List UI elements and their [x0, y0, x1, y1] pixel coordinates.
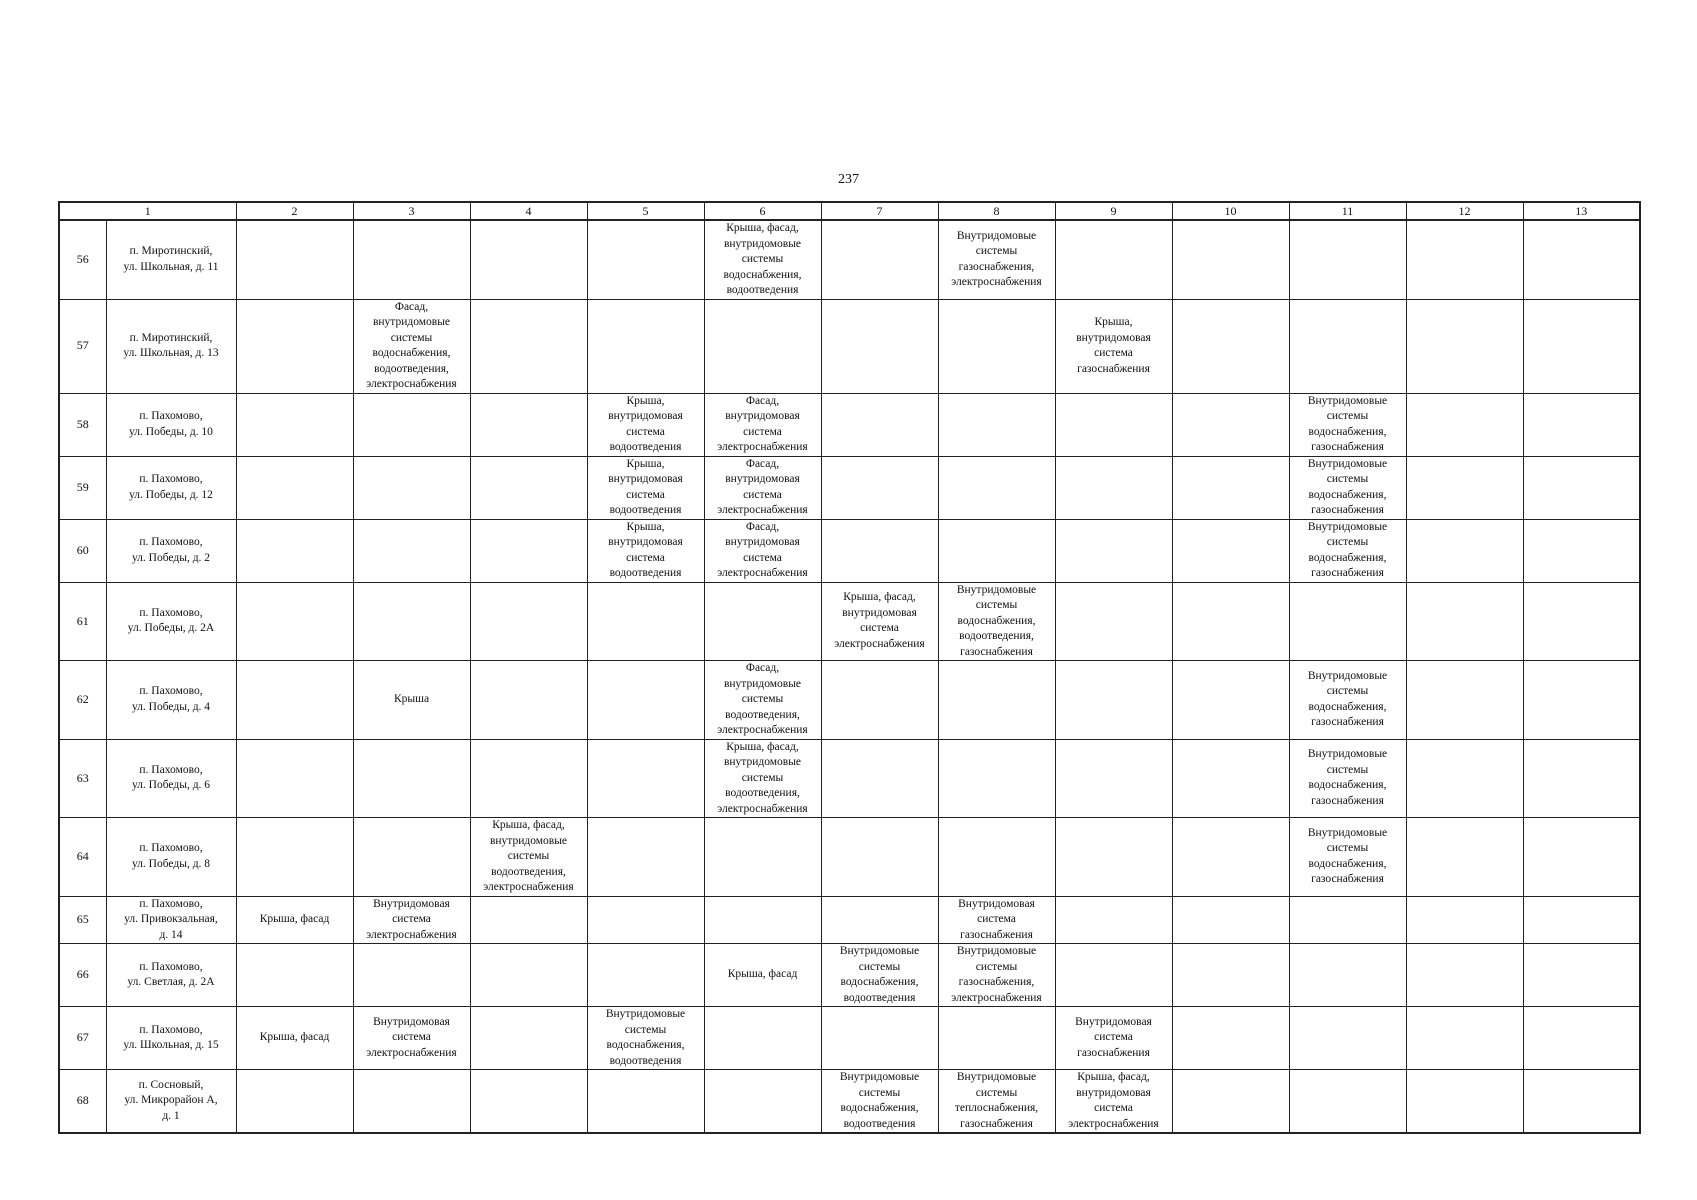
work-cell-col-4 — [470, 582, 587, 661]
row-number: 60 — [59, 519, 106, 582]
row-number: 56 — [59, 220, 106, 299]
work-cell-col-10 — [1172, 220, 1289, 299]
work-cell-col-4 — [470, 896, 587, 944]
work-cell-col-13 — [1523, 1070, 1640, 1134]
row-number: 65 — [59, 896, 106, 944]
page-number: 237 — [838, 172, 859, 187]
address-cell: п. Пахомово, ул. Победы, д. 8 — [106, 818, 236, 897]
work-cell-col-10 — [1172, 739, 1289, 818]
work-cell-col-6 — [704, 818, 821, 897]
column-number: 1 — [59, 202, 236, 220]
table-row — [59, 1007, 1640, 1070]
work-cell-col-5 — [587, 220, 704, 299]
work-cell-col-13 — [1523, 220, 1640, 299]
work-cell-col-2 — [236, 661, 353, 740]
work-cell-col-3: Внутридомовая система электроснабжения — [353, 896, 470, 944]
work-cell-col-5: Крыша, внутридомовая система водоотведения — [587, 393, 704, 456]
work-cell-col-10 — [1172, 299, 1289, 393]
work-cell-col-5 — [587, 299, 704, 393]
work-cell-col-2: Крыша, фасад — [236, 896, 353, 944]
work-cell-col-3: Крыша — [353, 661, 470, 740]
work-cell-col-9 — [1055, 944, 1172, 1007]
work-cell-col-2 — [236, 818, 353, 897]
work-cell-col-5 — [587, 582, 704, 661]
work-cell-col-10 — [1172, 944, 1289, 1007]
work-cell-col-7 — [821, 896, 938, 944]
work-cell-col-8 — [938, 661, 1055, 740]
work-cell-col-11 — [1289, 896, 1406, 944]
work-cell-col-7 — [821, 739, 938, 818]
work-cell-col-5 — [587, 818, 704, 897]
work-cell-col-12 — [1406, 220, 1523, 299]
work-cell-col-3 — [353, 220, 470, 299]
work-cell-col-9 — [1055, 519, 1172, 582]
work-cell-col-9 — [1055, 393, 1172, 456]
table-row — [59, 1070, 1640, 1134]
work-cell-col-4 — [470, 944, 587, 1007]
work-cell-col-12 — [1406, 944, 1523, 1007]
work-cell-col-7 — [821, 1007, 938, 1070]
work-cell-col-8: Внутридомовые системы водоснабжения, водоотведения, газоснабжения — [938, 582, 1055, 661]
row-number: 68 — [59, 1070, 106, 1134]
work-cell-col-2 — [236, 739, 353, 818]
work-cell-col-12 — [1406, 1070, 1523, 1134]
work-cell-col-7 — [821, 299, 938, 393]
table-row — [59, 519, 1640, 582]
work-cell-col-6 — [704, 299, 821, 393]
work-cell-col-4 — [470, 299, 587, 393]
work-cell-col-7 — [821, 456, 938, 519]
table-row — [59, 393, 1640, 456]
work-cell-col-4 — [470, 220, 587, 299]
work-cell-col-13 — [1523, 393, 1640, 456]
work-cell-col-3 — [353, 393, 470, 456]
work-cell-col-4 — [470, 1007, 587, 1070]
work-cell-col-3 — [353, 818, 470, 897]
work-cell-col-8: Внутридомовая система газоснабжения — [938, 896, 1055, 944]
work-cell-col-13 — [1523, 1007, 1640, 1070]
work-cell-col-3: Фасад, внутридомовые системы водоснабжения, водоотведения, электроснабжения — [353, 299, 470, 393]
table-row — [59, 220, 1640, 299]
work-cell-col-2: Крыша, фасад — [236, 1007, 353, 1070]
work-cell-col-8 — [938, 299, 1055, 393]
work-cell-col-6: Фасад, внутридомовая система электроснабжения — [704, 519, 821, 582]
work-cell-col-11: Внутридомовые системы водоснабжения, газоснабжения — [1289, 456, 1406, 519]
work-cell-col-7 — [821, 818, 938, 897]
work-cell-col-13 — [1523, 661, 1640, 740]
work-cell-col-2 — [236, 944, 353, 1007]
work-cell-col-8 — [938, 393, 1055, 456]
work-cell-col-4 — [470, 519, 587, 582]
work-cell-col-8 — [938, 1007, 1055, 1070]
work-cell-col-12 — [1406, 896, 1523, 944]
column-number: 2 — [236, 202, 353, 220]
work-cell-col-9 — [1055, 582, 1172, 661]
row-number: 57 — [59, 299, 106, 393]
column-number: 9 — [1055, 202, 1172, 220]
work-cell-col-7 — [821, 519, 938, 582]
work-cell-col-4 — [470, 661, 587, 740]
address-cell: п. Пахомово, ул. Победы, д. 12 — [106, 456, 236, 519]
address-cell: п. Пахомово, ул. Победы, д. 4 — [106, 661, 236, 740]
work-cell-col-4 — [470, 739, 587, 818]
work-cell-col-9 — [1055, 896, 1172, 944]
work-cell-col-11: Внутридомовые системы водоснабжения, газоснабжения — [1289, 519, 1406, 582]
table-row — [59, 739, 1640, 818]
work-cell-col-10 — [1172, 1070, 1289, 1134]
work-cell-col-6: Крыша, фасад, внутридомовые системы водоснабжения, водоотведения — [704, 220, 821, 299]
work-cell-col-13 — [1523, 299, 1640, 393]
work-cell-col-3 — [353, 519, 470, 582]
work-cell-col-13 — [1523, 456, 1640, 519]
address-cell: п. Пахомово, ул. Школьная, д. 15 — [106, 1007, 236, 1070]
column-number: 8 — [938, 202, 1055, 220]
work-cell-col-5 — [587, 896, 704, 944]
work-cell-col-5 — [587, 739, 704, 818]
work-cell-col-3 — [353, 582, 470, 661]
row-number: 58 — [59, 393, 106, 456]
work-cell-col-7: Внутридомовые системы водоснабжения, водоотведения — [821, 944, 938, 1007]
work-cell-col-5 — [587, 944, 704, 1007]
work-cell-col-3 — [353, 456, 470, 519]
work-cell-col-4 — [470, 456, 587, 519]
work-cell-col-8: Внутридомовые системы газоснабжения, электроснабжения — [938, 220, 1055, 299]
column-number: 4 — [470, 202, 587, 220]
work-cell-col-13 — [1523, 896, 1640, 944]
column-number: 5 — [587, 202, 704, 220]
work-cell-col-10 — [1172, 818, 1289, 897]
work-cell-col-2 — [236, 582, 353, 661]
row-number: 59 — [59, 456, 106, 519]
work-cell-col-8: Внутридомовые системы теплоснабжения, газоснабжения — [938, 1070, 1055, 1134]
work-cell-col-12 — [1406, 519, 1523, 582]
table-row — [59, 661, 1640, 740]
row-number: 62 — [59, 661, 106, 740]
work-cell-col-6 — [704, 1070, 821, 1134]
work-cell-col-7 — [821, 661, 938, 740]
work-cell-col-8 — [938, 519, 1055, 582]
address-cell: п. Пахомово, ул. Светлая, д. 2А — [106, 944, 236, 1007]
work-cell-col-6: Крыша, фасад — [704, 944, 821, 1007]
work-cell-col-9: Крыша, внутридомовая система газоснабжения — [1055, 299, 1172, 393]
work-cell-col-11: Внутридомовые системы водоснабжения, газоснабжения — [1289, 818, 1406, 897]
work-cell-col-13 — [1523, 818, 1640, 897]
work-cell-col-4 — [470, 393, 587, 456]
address-cell: п. Пахомово, ул. Победы, д. 6 — [106, 739, 236, 818]
work-cell-col-13 — [1523, 944, 1640, 1007]
work-cell-col-2 — [236, 220, 353, 299]
work-cell-col-10 — [1172, 519, 1289, 582]
table-row — [59, 944, 1640, 1007]
work-cell-col-5: Внутридомовые системы водоснабжения, водоотведения — [587, 1007, 704, 1070]
work-cell-col-11: Внутридомовые системы водоснабжения, газоснабжения — [1289, 739, 1406, 818]
work-cell-col-5 — [587, 661, 704, 740]
work-cell-col-11 — [1289, 299, 1406, 393]
address-cell: п. Миротинский, ул. Школьная, д. 11 — [106, 220, 236, 299]
work-cell-col-12 — [1406, 1007, 1523, 1070]
work-cell-col-7 — [821, 220, 938, 299]
table-row — [59, 818, 1640, 897]
work-cell-col-2 — [236, 1070, 353, 1134]
table-row — [59, 456, 1640, 519]
work-cell-col-11 — [1289, 220, 1406, 299]
work-cell-col-6 — [704, 1007, 821, 1070]
work-cell-col-9 — [1055, 818, 1172, 897]
work-cell-col-10 — [1172, 456, 1289, 519]
work-cell-col-12 — [1406, 818, 1523, 897]
work-cell-col-3 — [353, 1070, 470, 1134]
column-number: 3 — [353, 202, 470, 220]
work-cell-col-11 — [1289, 582, 1406, 661]
work-cell-col-6: Фасад, внутридомовая система электроснабжения — [704, 456, 821, 519]
work-cell-col-2 — [236, 299, 353, 393]
work-cell-col-7: Внутридомовые системы водоснабжения, водоотведения — [821, 1070, 938, 1134]
column-number: 11 — [1289, 202, 1406, 220]
work-cell-col-6 — [704, 896, 821, 944]
work-cell-col-9: Внутридомовая система газоснабжения — [1055, 1007, 1172, 1070]
work-cell-col-11: Внутридомовые системы водоснабжения, газоснабжения — [1289, 393, 1406, 456]
work-cell-col-4 — [470, 1070, 587, 1134]
column-number: 13 — [1523, 202, 1640, 220]
work-cell-col-11 — [1289, 1007, 1406, 1070]
work-cell-col-12 — [1406, 456, 1523, 519]
work-cell-col-12 — [1406, 739, 1523, 818]
work-cell-col-10 — [1172, 393, 1289, 456]
work-cell-col-10 — [1172, 1007, 1289, 1070]
work-cell-col-11 — [1289, 944, 1406, 1007]
work-cell-col-6: Крыша, фасад, внутридомовые системы водоотведения, электроснабжения — [704, 739, 821, 818]
address-cell: п. Пахомово, ул. Победы, д. 2А — [106, 582, 236, 661]
work-cell-col-11: Внутридомовые системы водоснабжения, газоснабжения — [1289, 661, 1406, 740]
work-cell-col-13 — [1523, 582, 1640, 661]
work-cell-col-6: Фасад, внутридомовая система электроснабжения — [704, 393, 821, 456]
work-cell-col-10 — [1172, 582, 1289, 661]
work-cell-col-9 — [1055, 220, 1172, 299]
column-number: 12 — [1406, 202, 1523, 220]
column-number-row — [59, 202, 1640, 220]
work-cell-col-3 — [353, 944, 470, 1007]
row-number: 64 — [59, 818, 106, 897]
work-cell-col-13 — [1523, 519, 1640, 582]
work-cell-col-9 — [1055, 661, 1172, 740]
work-cell-col-8: Внутридомовые системы газоснабжения, электроснабжения — [938, 944, 1055, 1007]
address-cell: п. Пахомово, ул. Привокзальная, д. 14 — [106, 896, 236, 944]
repair-schedule-table — [58, 201, 1641, 1134]
address-cell: п. Пахомово, ул. Победы, д. 2 — [106, 519, 236, 582]
work-cell-col-2 — [236, 393, 353, 456]
work-cell-col-10 — [1172, 661, 1289, 740]
work-cell-col-5 — [587, 1070, 704, 1134]
work-cell-col-7 — [821, 393, 938, 456]
row-number: 63 — [59, 739, 106, 818]
work-cell-col-9 — [1055, 739, 1172, 818]
work-cell-col-12 — [1406, 582, 1523, 661]
work-cell-col-8 — [938, 739, 1055, 818]
work-cell-col-11 — [1289, 1070, 1406, 1134]
work-cell-col-12 — [1406, 393, 1523, 456]
work-cell-col-12 — [1406, 661, 1523, 740]
address-cell: п. Миротинский, ул. Школьная, д. 13 — [106, 299, 236, 393]
work-cell-col-10 — [1172, 896, 1289, 944]
work-cell-col-9 — [1055, 456, 1172, 519]
column-number: 10 — [1172, 202, 1289, 220]
work-cell-col-5: Крыша, внутридомовая система водоотведения — [587, 519, 704, 582]
row-number: 67 — [59, 1007, 106, 1070]
work-cell-col-13 — [1523, 739, 1640, 818]
work-cell-col-8 — [938, 456, 1055, 519]
work-cell-col-5: Крыша, внутридомовая система водоотведения — [587, 456, 704, 519]
work-cell-col-7: Крыша, фасад, внутридомовая система электроснабжения — [821, 582, 938, 661]
work-cell-col-2 — [236, 456, 353, 519]
work-cell-col-6: Фасад, внутридомовые системы водоотведения, электроснабжения — [704, 661, 821, 740]
table-row — [59, 582, 1640, 661]
row-number: 66 — [59, 944, 106, 1007]
address-cell: п. Сосновый, ул. Микрорайон А, д. 1 — [106, 1070, 236, 1134]
work-cell-col-9: Крыша, фасад, внутридомовая система электроснабжения — [1055, 1070, 1172, 1134]
row-number: 61 — [59, 582, 106, 661]
table-row — [59, 896, 1640, 944]
work-cell-col-3 — [353, 739, 470, 818]
column-number: 7 — [821, 202, 938, 220]
work-cell-col-6 — [704, 582, 821, 661]
work-cell-col-12 — [1406, 299, 1523, 393]
column-number: 6 — [704, 202, 821, 220]
work-cell-col-2 — [236, 519, 353, 582]
work-cell-col-4: Крыша, фасад, внутридомовые системы водоотведения, электроснабжения — [470, 818, 587, 897]
work-cell-col-3: Внутридомовая система электроснабжения — [353, 1007, 470, 1070]
work-cell-col-8 — [938, 818, 1055, 897]
address-cell: п. Пахомово, ул. Победы, д. 10 — [106, 393, 236, 456]
table-row — [59, 299, 1640, 393]
